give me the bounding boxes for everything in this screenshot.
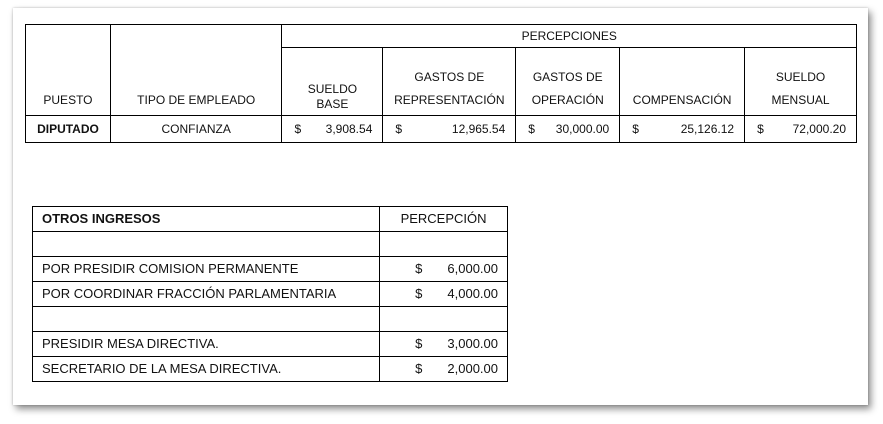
document-page: [13, 8, 868, 405]
row-label: PRESIDIR MESA DIRECTIVA.: [33, 332, 380, 357]
currency-symbol: $: [528, 122, 535, 136]
currency-symbol: $: [415, 261, 423, 276]
header-line: OPERACIÓN: [531, 93, 604, 107]
header-tipo-empleado: [110, 25, 282, 116]
amount-value: 25,126.12: [680, 122, 735, 136]
row-amount: [380, 357, 508, 382]
header-line: PUESTO: [43, 93, 93, 107]
cell-compensacion: [620, 116, 745, 143]
currency-symbol: $: [632, 122, 639, 136]
header-line: BASE: [316, 97, 349, 111]
cell-sueldo-base: [282, 116, 383, 143]
amount-value: 3,908.54: [325, 122, 373, 136]
amount-value: 30,000.00: [555, 122, 610, 136]
cell-sueldo-mensual: [745, 116, 857, 143]
row-label: [33, 307, 380, 332]
cell-tipo-empleado: CONFIANZA: [110, 116, 282, 143]
header-gastos-operacion: [516, 48, 620, 116]
row-amount: [380, 332, 508, 357]
row-amount: [380, 232, 508, 257]
amount-value: 2,000.00: [447, 361, 498, 376]
table-row: [33, 257, 508, 282]
cell-puesto: DIPUTADO: [26, 116, 111, 143]
amount-value: 4,000.00: [447, 286, 498, 301]
row-label: POR PRESIDIR COMISION PERMANENTE: [33, 257, 380, 282]
row-amount: [380, 257, 508, 282]
header-line: REPRESENTACIÓN: [394, 93, 505, 107]
cell-gastos-representacion: [383, 116, 516, 143]
row-amount: [380, 282, 508, 307]
currency-symbol: $: [757, 122, 764, 136]
table-row: [33, 357, 508, 382]
amount-value: 3,000.00: [447, 336, 498, 351]
header-gastos-representacion: [383, 48, 516, 116]
currency-symbol: $: [415, 361, 423, 376]
header-line: MENSUAL: [771, 93, 830, 107]
header-puesto: [26, 25, 111, 116]
header-compensacion: [620, 48, 745, 116]
currency-symbol: $: [294, 122, 302, 136]
header-line: TIPO DE EMPLEADO: [137, 93, 256, 107]
cell-gastos-operacion: [516, 116, 620, 143]
header-otros-ingresos: OTROS INGRESOS: [33, 207, 380, 232]
row-label: [33, 232, 380, 257]
currency-symbol: $: [415, 286, 423, 301]
otros-ingresos-table: [32, 206, 508, 382]
amount-value: 6,000.00: [447, 261, 498, 276]
header-percepcion: PERCEPCIÓN: [380, 207, 508, 232]
row-amount: [380, 307, 508, 332]
amount-value: 72,000.20: [792, 122, 846, 136]
header-sueldo-base: [282, 48, 383, 116]
header-line: SUELDO: [307, 82, 358, 96]
header-line: GASTOS DE: [414, 70, 485, 84]
header-line: COMPENSACIÓN: [632, 93, 732, 107]
salary-table: [25, 24, 857, 143]
row-label: POR COORDINAR FRACCIÓN PARLAMENTARIA: [33, 282, 380, 307]
header-sueldo-mensual: [745, 48, 857, 116]
header-line: SUELDO: [775, 70, 826, 84]
table-row: [33, 282, 508, 307]
row-label: SECRETARIO DE LA MESA DIRECTIVA.: [33, 357, 380, 382]
currency-symbol: $: [415, 336, 423, 351]
header-percepciones: PERCEPCIONES: [282, 25, 857, 48]
table-row: [33, 332, 508, 357]
amount-value: 12,965.54: [451, 122, 506, 136]
table-row-empty: [33, 232, 508, 257]
table-row-empty: [33, 307, 508, 332]
header-line: GASTOS DE: [532, 70, 603, 84]
table-header-row: [33, 207, 508, 232]
currency-symbol: $: [395, 122, 403, 136]
table-row: [26, 116, 857, 143]
